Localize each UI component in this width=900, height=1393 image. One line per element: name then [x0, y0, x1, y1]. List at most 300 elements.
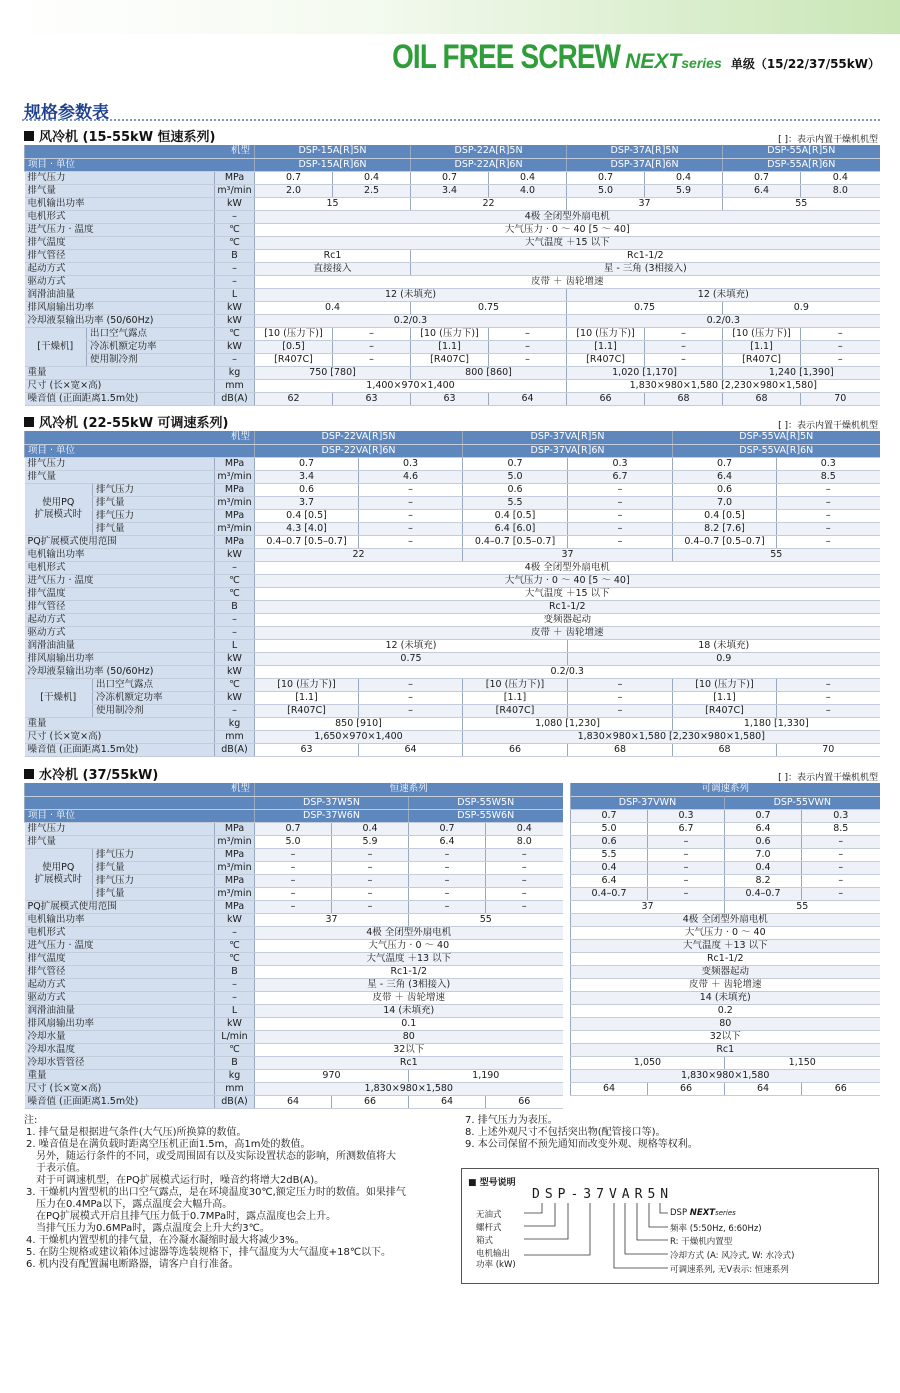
table-cell: [R407C]: [567, 353, 645, 366]
table-cell: [R407C]: [463, 704, 568, 717]
table-cell: 3.4: [255, 470, 359, 483]
section1-heading: 风冷机 (15-55kW 恒速系列): [24, 126, 216, 145]
row-label: 尺寸 (长×宽×高): [25, 1082, 215, 1095]
model-name: DSP-55W5N: [409, 796, 563, 809]
table-header-row: [25, 809, 563, 822]
table-cell: –: [648, 835, 725, 848]
table-cell: –: [255, 887, 332, 900]
dryer-group-label: [干燥机]: [25, 327, 87, 366]
footnote-line: 2. 噪音值是在满负载时距离空压机正面1.5m，高1m处的数值。: [26, 1139, 311, 1150]
table-cell: 66: [332, 1095, 409, 1108]
table-cell: 皮带 ＋ 齿轮增速: [571, 978, 880, 991]
table-cell: [10 (压力下)]: [411, 327, 489, 340]
table-cell: 55: [725, 900, 880, 913]
table-cell: –: [359, 496, 463, 509]
table-cell: 0.6: [673, 483, 777, 496]
row-label: 重量: [25, 1069, 215, 1082]
row-label: 排气压力: [25, 457, 215, 470]
table-row: [571, 874, 880, 887]
table-cell: Rc1-1/2: [571, 952, 880, 965]
table-row: [25, 340, 880, 353]
table-row: [25, 522, 880, 535]
table-cell: 5.9: [332, 835, 409, 848]
row-label: 排气温度: [25, 587, 215, 600]
table-row: [25, 379, 880, 392]
header-item-label: 项目 · 单位: [25, 158, 255, 171]
table-cell: –: [648, 861, 725, 874]
table-cell: 0.4 [0.5]: [255, 509, 359, 522]
table-cell: 大气温度 ＋13 以下: [571, 939, 880, 952]
table-row: [25, 848, 563, 861]
table-cell: 6.4 [6.0]: [463, 522, 568, 535]
table-cell: 变频器起动: [255, 613, 880, 626]
table-cell: 0.75: [255, 652, 568, 665]
row-unit: ℃: [215, 587, 255, 600]
table-cell: 7.0: [673, 496, 777, 509]
table-cell: –: [332, 887, 409, 900]
legend-right-2: R: 干燥机内置型: [670, 1237, 733, 1247]
section2-note: [ ]：表示内置干燥机机型: [778, 421, 878, 431]
table-cell: 8.2 [7.6]: [673, 522, 777, 535]
row-unit: ℃: [215, 223, 255, 236]
row-label: 冷却液泵输出功率 (50/60Hz): [25, 314, 215, 327]
table-cell: 1,020 [1,170]: [567, 366, 723, 379]
table-cell: –: [255, 861, 332, 874]
table-cell: –: [802, 848, 880, 861]
table-cell: 6.4: [725, 822, 802, 835]
table-cell: –: [802, 874, 880, 887]
legend-left-4: 电机输出: [476, 1249, 511, 1259]
row-unit: ℃: [215, 236, 255, 249]
table-row: [25, 561, 880, 574]
table-cell: 0.6: [725, 835, 802, 848]
table-cell: 皮带 ＋ 齿轮增速: [255, 991, 563, 1004]
table-cell: 66: [463, 743, 568, 756]
section3-note: [ ]：表示内置干燥机机型: [778, 773, 878, 783]
row-label: 排气量: [93, 887, 215, 900]
table-cell: 8.5: [777, 470, 880, 483]
footnote-line: 9. 本公司保留不预先通知而改变外观、规格等权利。: [465, 1139, 698, 1150]
table-row: [25, 262, 880, 275]
table-cell: 0.4: [801, 171, 880, 184]
legend-right-4: 可调速系列, 无V表示: 恒速系列: [670, 1265, 789, 1275]
footnote-line: 1. 排气量是根据进气条件(大气压)所换算的数值。: [26, 1127, 247, 1138]
footnote-line: 另外，随运行条件的不同，或受周围固有以及实际设置状态的影响，所测数值将大: [36, 1151, 396, 1162]
row-label: 使用制冷剂: [93, 704, 215, 717]
row-label: 排气量: [93, 522, 215, 535]
row-unit: MPa: [215, 535, 255, 548]
table-cell: –: [568, 522, 673, 535]
model-name: DSP-22A[R]6N: [411, 158, 567, 171]
table-cell: 37: [463, 548, 673, 561]
row-label: 排气量: [25, 470, 215, 483]
table-cell: –: [801, 353, 880, 366]
table-cell: 0.7: [463, 457, 568, 470]
table-cell: 0.7: [567, 171, 645, 184]
legend-right-brand: DSP NEXTseries: [670, 1208, 736, 1218]
table-cell: 80: [255, 1030, 563, 1043]
table-cell: 0.75: [567, 301, 723, 314]
table-cell: 7.0: [725, 848, 802, 861]
row-label: 进气压力 · 温度: [25, 574, 215, 587]
table-cell: 850 [910]: [255, 717, 463, 730]
table-cell: –: [486, 900, 563, 913]
row-unit: mm: [215, 379, 255, 392]
footnote-line: 3. 干燥机内置型机的出口空气露点，是在环境温度30℃,额定压力时的数值。如果排气: [26, 1187, 406, 1198]
table-cell: [R407C]: [411, 353, 489, 366]
table-row: [25, 1030, 563, 1043]
row-label: 电机输出功率: [25, 548, 215, 561]
table-cell: 15: [255, 197, 411, 210]
table-cell: 1,650×970×1,400: [255, 730, 463, 743]
table-cell: 1,400×970×1,400: [255, 379, 567, 392]
row-unit: –: [215, 262, 255, 275]
table-cell: [10 (压力下)]: [255, 678, 359, 691]
footnote-line: 6. 机内没有配置漏电断路器，请客户自行准备。: [26, 1259, 239, 1270]
row-unit: –: [215, 704, 255, 717]
table-row: [25, 639, 880, 652]
table-row: [571, 1043, 880, 1056]
table-cell: 4.3 [4.0]: [255, 522, 359, 535]
table-cell: 8.0: [486, 835, 563, 848]
table-cell: 5.5: [463, 496, 568, 509]
table-cell: [10 (压力下)]: [567, 327, 645, 340]
dryer-group-label: [干燥机]: [25, 678, 93, 717]
row-unit: MPa: [215, 457, 255, 470]
row-unit: MPa: [215, 900, 255, 913]
table-row: [25, 1004, 563, 1017]
table-cell: 68: [645, 392, 723, 405]
table-cell: 80: [571, 1017, 880, 1030]
brand-subtitle: 单级（15/22/37/55kW）: [730, 57, 880, 71]
table-cell: –: [777, 483, 880, 496]
table-cell: 0.4–0.7: [725, 887, 802, 900]
row-unit: –: [215, 353, 255, 366]
table-cell: 5.0: [463, 470, 568, 483]
footnote-line: 压力在0.4MPa以下，露点温度会大幅升高。: [36, 1199, 233, 1210]
row-label: 噪音值 (正面距离1.5m处): [25, 743, 215, 756]
row-label: 冷冻机额定功率: [87, 340, 215, 353]
table-cell: 68: [673, 743, 777, 756]
table-cell: 0.7: [409, 822, 486, 835]
table-cell: 0.4–0.7 [0.5–0.7]: [673, 535, 777, 548]
table-cell: 4极 全闭型外扇电机: [255, 926, 563, 939]
table-cell: –: [777, 678, 880, 691]
table-cell: –: [802, 887, 880, 900]
table-header-row: [25, 796, 563, 809]
table-cell: –: [359, 509, 463, 522]
pq-mode-group-label: 使用PQ 扩展模式时: [25, 483, 93, 535]
table-cell: 大气温度 ＋15 以下: [255, 587, 880, 600]
table-cell: 5.5: [571, 848, 648, 861]
row-label: 噪音值 (正面距离1.5m处): [25, 1095, 215, 1108]
model-number-legend: [461, 1168, 879, 1284]
table-row: [25, 822, 563, 835]
row-label: 排风扇输出功率: [25, 652, 215, 665]
row-unit: –: [215, 613, 255, 626]
table-cell: 0.2: [571, 1004, 880, 1017]
notes-heading: 注:: [24, 1115, 38, 1126]
table-cell: –: [777, 704, 880, 717]
table-cell: 66: [802, 1082, 880, 1095]
table-row: [571, 939, 880, 952]
table-row: [25, 327, 880, 340]
table-cell: 5.0: [567, 184, 645, 197]
table-cell: 0.4–0.7: [571, 887, 648, 900]
table-cell: 14 (未填充): [571, 991, 880, 1004]
row-label: 排气管径: [25, 965, 215, 978]
table-row: [571, 965, 880, 978]
footnote-line: 在PQ扩展模式开启且排气压力低于0.7MPa时，露点温度也会上升。: [36, 1211, 337, 1222]
table-row: [25, 1017, 563, 1030]
model-name: DSP-55A[R]6N: [723, 158, 880, 171]
footnote-line: 8. 上述外观尺寸不包括突出物(配管接口等)。: [465, 1127, 666, 1138]
table-cell: 55: [673, 548, 880, 561]
table-cell: [R407C]: [255, 353, 333, 366]
table-row: [571, 913, 880, 926]
table-cell: 0.7: [255, 457, 359, 470]
row-label: 排气压力: [93, 509, 215, 522]
table-cell: 0.4: [255, 301, 411, 314]
row-unit: L/min: [215, 1030, 255, 1043]
table-cell: 5.0: [255, 835, 332, 848]
table-cell: 0.3: [802, 809, 880, 822]
header-model-label: 机型: [25, 783, 255, 796]
table-cell: –: [648, 848, 725, 861]
spec-table-aircooled-fixed: [24, 145, 880, 406]
table-cell: Rc1-1/2: [255, 965, 563, 978]
row-unit: L: [215, 639, 255, 652]
table-cell: –: [777, 535, 880, 548]
row-unit: MPa: [215, 509, 255, 522]
model-name: DSP-55VWN: [725, 796, 880, 809]
table-cell: 62: [255, 392, 333, 405]
table-row: [25, 457, 880, 470]
row-unit: dB(A): [215, 1095, 255, 1108]
model-name: DSP-15A[R]5N: [255, 145, 411, 158]
table-cell: –: [489, 327, 567, 340]
series-group-label: 可调速系列: [571, 783, 880, 796]
row-unit: –: [215, 991, 255, 1004]
legend-right-1: 频率 (5:50Hz, 6:60Hz): [670, 1224, 762, 1234]
table-cell: 直接接入: [255, 262, 411, 275]
row-label: 冷却液泵输出功率 (50/60Hz): [25, 665, 215, 678]
row-label: 电机输出功率: [25, 197, 215, 210]
table-cell: [1.1]: [411, 340, 489, 353]
table-cell: –: [255, 900, 332, 913]
table-row: [25, 665, 880, 678]
table-row: [25, 275, 880, 288]
legend-title: ■ 型号说明: [468, 1178, 516, 1188]
row-unit: MPa: [215, 848, 255, 861]
table-cell: 0.7: [723, 171, 801, 184]
table-row: [571, 978, 880, 991]
spec-table-watercooled-fixed: [24, 783, 563, 1109]
row-label: 排气温度: [25, 236, 215, 249]
row-unit: kW: [215, 301, 255, 314]
table-cell: 32以下: [571, 1030, 880, 1043]
table-cell: 970: [255, 1069, 409, 1082]
table-cell: [1.1]: [723, 340, 801, 353]
model-name: DSP-37W6N: [255, 809, 409, 822]
table-row: [25, 874, 563, 887]
table-row: [571, 1069, 880, 1082]
table-cell: 55: [723, 197, 880, 210]
row-label: 排气量: [25, 184, 215, 197]
row-label: 进气压力 · 温度: [25, 223, 215, 236]
table-row: [25, 470, 880, 483]
row-unit: m³/min: [215, 496, 255, 509]
row-unit: MPa: [215, 874, 255, 887]
table-row: [571, 887, 880, 900]
table-cell: 63: [411, 392, 489, 405]
row-unit: m³/min: [215, 522, 255, 535]
table-row: [571, 1082, 880, 1095]
table-cell: 大气温度 ＋13 以下: [255, 952, 563, 965]
table-cell: 66: [648, 1082, 725, 1095]
table-cell: 12 (未填充): [255, 639, 568, 652]
table-cell: 70: [777, 743, 880, 756]
table-cell: 0.6: [463, 483, 568, 496]
table-cell: –: [255, 848, 332, 861]
model-name: DSP-37VWN: [571, 796, 725, 809]
row-label: 排气压力: [25, 822, 215, 835]
table-row: [25, 197, 880, 210]
table-row: [25, 1056, 563, 1069]
table-cell: 0.2/0.3: [255, 314, 567, 327]
table-cell: 0.9: [568, 652, 880, 665]
table-cell: Rc1-1/2: [255, 600, 880, 613]
table-cell: –: [645, 353, 723, 366]
table-cell: –: [486, 848, 563, 861]
table-cell: 0.3: [777, 457, 880, 470]
row-unit: kg: [215, 1069, 255, 1082]
series-group-label: 恒速系列: [255, 783, 563, 796]
table-cell: 0.4: [725, 861, 802, 874]
model-name: DSP-55A[R]5N: [723, 145, 880, 158]
table-cell: 6.4: [723, 184, 801, 197]
table-row: [571, 861, 880, 874]
legend-left-1: 无油式: [476, 1210, 502, 1220]
row-unit: B: [215, 965, 255, 978]
row-label: 驱动方式: [25, 991, 215, 1004]
table-cell: 32以下: [255, 1043, 563, 1056]
table-cell: –: [568, 704, 673, 717]
header-model-label: 机型: [25, 145, 255, 158]
model-name: DSP-37A[R]5N: [567, 145, 723, 158]
table-cell: 68: [723, 392, 801, 405]
table-cell: 37: [255, 913, 409, 926]
square-bullet-icon: [24, 131, 34, 141]
table-cell: –: [802, 835, 880, 848]
table-row: [25, 366, 880, 379]
row-unit: kW: [215, 652, 255, 665]
table-cell: [0.5]: [255, 340, 333, 353]
footnote-line: 当排气压力为0.6MPa时，露点温度会上升大约3℃。: [36, 1223, 270, 1234]
table-cell: –: [359, 483, 463, 496]
table-cell: 70: [801, 392, 880, 405]
row-unit: m³/min: [215, 470, 255, 483]
table-cell: 1,080 [1,230]: [463, 717, 673, 730]
table-cell: –: [359, 522, 463, 535]
brand-main: OIL FREE SCREW: [392, 38, 621, 76]
row-label: 冷冻机额定功率: [93, 691, 215, 704]
table-row: [25, 1069, 563, 1082]
table-cell: 4极 全闭型外扇电机: [571, 913, 880, 926]
row-unit: m³/min: [215, 887, 255, 900]
table-cell: –: [568, 678, 673, 691]
table-row: [25, 730, 880, 743]
row-unit: L: [215, 288, 255, 301]
row-unit: –: [215, 210, 255, 223]
footnote-line: 7. 排气压力为表压。: [465, 1115, 558, 1126]
row-label: 冷却水温度: [25, 1043, 215, 1056]
table-header-row: [25, 158, 880, 171]
row-label: 驱动方式: [25, 626, 215, 639]
table-cell: 0.9: [723, 301, 880, 314]
table-cell: 0.4: [645, 171, 723, 184]
table-cell: –: [568, 691, 673, 704]
table-header-row: [25, 444, 880, 457]
table-row: [25, 887, 563, 900]
table-cell: [10 (压力下)]: [463, 678, 568, 691]
row-unit: –: [215, 926, 255, 939]
table-row: [25, 704, 880, 717]
table-cell: 66: [486, 1095, 563, 1108]
table-cell: –: [359, 678, 463, 691]
table-cell: 4.6: [359, 470, 463, 483]
table-cell: 0.3: [648, 809, 725, 822]
table-cell: 6.4: [571, 874, 648, 887]
row-unit: ℃: [215, 1043, 255, 1056]
table-cell: 66: [567, 392, 645, 405]
row-unit: kW: [215, 665, 255, 678]
table-cell: 0.4–0.7 [0.5–0.7]: [463, 535, 568, 548]
row-label: 尺寸 (长×宽×高): [25, 379, 215, 392]
legend-left-5: 功率 (kW): [476, 1260, 516, 1270]
table-cell: 0.6: [255, 483, 359, 496]
table-row: [25, 861, 563, 874]
table-cell: –: [568, 509, 673, 522]
table-cell: 4极 全闭型外扇电机: [255, 561, 880, 574]
table-cell: 0.4 [0.5]: [673, 509, 777, 522]
row-label: PQ扩展模式使用范围: [25, 900, 215, 913]
table-cell: 0.7: [255, 822, 332, 835]
row-label: 排气压力: [93, 483, 215, 496]
table-row: [25, 392, 880, 405]
table-row: [25, 496, 880, 509]
table-cell: 64: [489, 392, 567, 405]
row-label: 润滑油油量: [25, 1004, 215, 1017]
header-item-label: 项目 · 单位: [25, 809, 255, 822]
row-unit: B: [215, 1056, 255, 1069]
row-unit: ℃: [215, 678, 255, 691]
table-cell: –: [645, 340, 723, 353]
table-cell: –: [568, 496, 673, 509]
table-row: [25, 249, 880, 262]
table-row: [25, 965, 563, 978]
row-label: 排气量: [25, 835, 215, 848]
table-row: [25, 184, 880, 197]
row-unit: kW: [215, 548, 255, 561]
row-label: 尺寸 (长×宽×高): [25, 730, 215, 743]
table-cell: –: [332, 874, 409, 887]
table-row: [571, 900, 880, 913]
row-unit: ℃: [215, 952, 255, 965]
table-row: [25, 678, 880, 691]
table-cell: 0.7: [571, 809, 648, 822]
table-row: [571, 1030, 880, 1043]
